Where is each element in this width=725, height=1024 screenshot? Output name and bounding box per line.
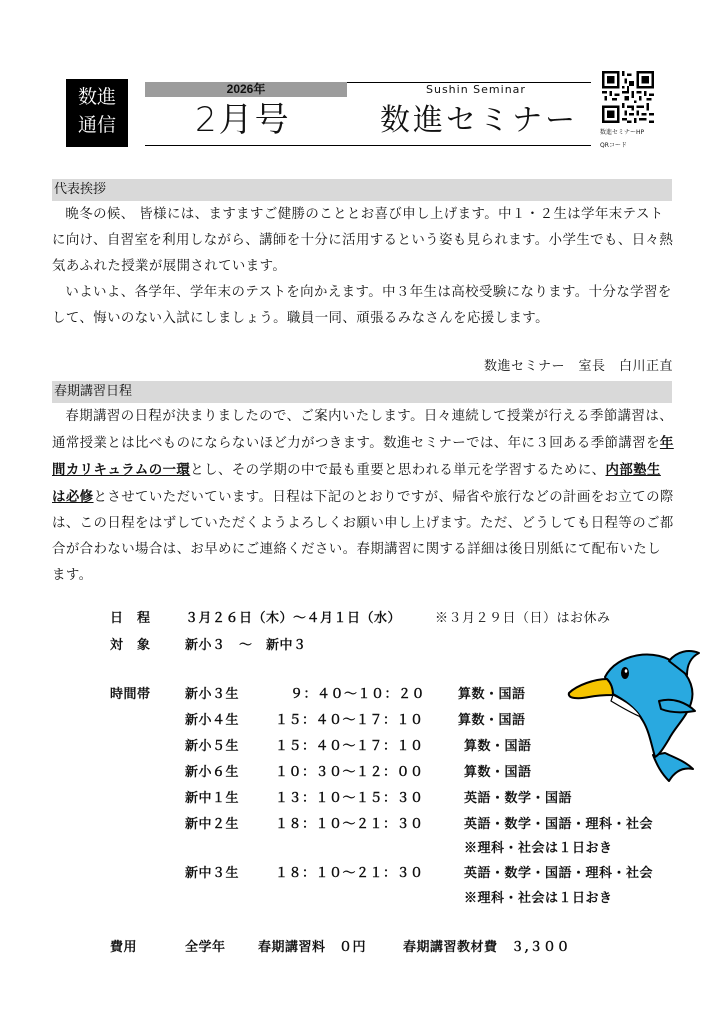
target-value: 新小３ ～ 新中３ xyxy=(185,638,307,653)
qr-caption-line-1: 数進セミナーHP xyxy=(600,129,645,136)
spring-text-2: とし、その学期の中で最も重要と思われる単元を学習するために、 xyxy=(190,463,606,478)
qr-code-icon[interactable] xyxy=(602,71,654,123)
greeting-paragraph-1: 晩冬の候、 皆様には、ますますご健勝のこととお喜び申し上げます。中１・２生は学年末テストに向け、自習室を利用しながら、講師を十分に活用するという姿も見られます。小学生でも、日々熱気あふれた授業が展開されています。 xyxy=(52,207,674,274)
qr-caption xyxy=(600,126,644,152)
row-subjects: 算数・国語 xyxy=(458,687,526,702)
spring-body xyxy=(52,404,674,589)
logo-box xyxy=(66,79,128,147)
fee-material: 春期講習教材費 ３,３００ xyxy=(403,940,571,955)
greeting-heading: 代表挨拶 xyxy=(52,179,672,201)
signature: 数進セミナー 室長 白川正直 xyxy=(483,359,673,374)
spring-text-3: とさせていただいています。日程は下記のとおりですが、帰省や旅行などの計画をお立ての際は、この日程をはずしていただくようよろしくお願い申し上げます。ただ、どうしても日程等のご都合が合わない場合は、お早めにご連絡ください。春期講習に関する詳細は後日別紙にて配布いたします。 xyxy=(52,490,674,583)
row-grade: 新中１生 xyxy=(185,791,240,806)
fee-course: 春期講習料 ０円 xyxy=(258,940,367,955)
target-label: 対 象 xyxy=(110,638,151,653)
row-grade: 新中２生 xyxy=(185,817,240,832)
row-grade: 新小５生 xyxy=(185,739,240,754)
fee-label: 費用 xyxy=(110,940,138,955)
time-label: 時間帯 xyxy=(110,687,151,702)
row-subjects: 英語・数学・国語 xyxy=(464,791,573,806)
spring-paragraph xyxy=(52,404,674,589)
row-subjects: 英語・数学・国語・理科・社会 xyxy=(464,817,654,832)
qr-caption-line-2: QRコード xyxy=(600,142,627,149)
date-value: ３月２６日（木）～４月１日（水） xyxy=(185,611,402,626)
row-time: １０：３０～１２：００ xyxy=(275,765,424,780)
fee-grade: 全学年 xyxy=(185,940,226,955)
school-name: 数進セミナー xyxy=(380,103,578,138)
year-bar: 2026年 xyxy=(145,82,347,97)
logo-line-2: 通信 xyxy=(77,114,116,136)
row-subjects: 算数・国語 xyxy=(458,713,526,728)
row-grade: 新小６生 xyxy=(185,765,240,780)
row-time: １５：４０～１７：１０ xyxy=(275,713,424,728)
greeting-body xyxy=(52,202,674,332)
masthead-bottom-rule xyxy=(145,145,591,146)
row-subjects: 算数・国語 xyxy=(464,739,532,754)
row-subjects: 英語・数学・国語・理科・社会 xyxy=(464,866,654,881)
row-time: １５：４０～１７：１０ xyxy=(275,739,424,754)
row-time: ９：４０～１０：２０ xyxy=(290,687,426,702)
row-grade: 新小４生 xyxy=(185,713,240,728)
date-note: ※３月２９日（日）はお休み xyxy=(435,611,611,626)
row-note: ※理科・社会は１日おき xyxy=(464,841,613,856)
spring-text-1: 春期講習の日程が決まりましたので、ご案内いたします。日々連続して授業が行える季節講習は、通常授業とは比べものにならないほど力がつきます。数進セミナーでは、年に３回ある季節講習を xyxy=(52,409,674,451)
row-time: １８：１０～２１：３０ xyxy=(275,817,424,832)
date-label: 日 程 xyxy=(110,611,151,626)
dolphin-illustration xyxy=(565,643,707,783)
greeting-paragraph-2: いよいよ、各学年、学年末のテストを向かえます。中３年生は高校受験になります。十分な学習をして、悔いのない入試にしましょう。職員一同、頑張るみなさんを応援します。 xyxy=(52,285,672,326)
issue-number: 2月号 xyxy=(195,100,291,140)
row-time: １３：１０～１５：３０ xyxy=(275,791,424,806)
row-grade: 新中３生 xyxy=(185,866,240,881)
spring-heading: 春期講習日程 xyxy=(52,381,672,403)
row-subjects: 算数・国語 xyxy=(464,765,532,780)
logo-line-1: 数進 xyxy=(77,86,116,108)
row-grade: 新小３生 xyxy=(185,687,240,702)
row-note: ※理科・社会は１日おき xyxy=(464,891,613,906)
subtitle: Sushin Seminar xyxy=(426,83,526,96)
row-time: １８：１０～２１：３０ xyxy=(275,866,424,881)
spring-emphasis-1: 年間カリキュラムの一環 xyxy=(52,435,674,478)
spring-emphasis-2: 内部塾生は必修 xyxy=(52,462,661,505)
